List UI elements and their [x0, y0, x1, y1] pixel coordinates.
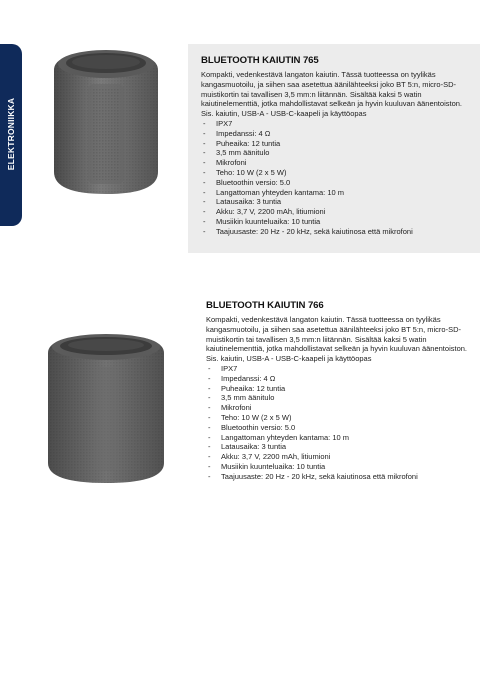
section-tab — [0, 44, 22, 226]
spec-list — [201, 119, 472, 237]
product-title: BLUETOOTH KAIUTIN 766 — [206, 300, 324, 311]
spec-item: - Puheaika: 12 tuntia — [201, 139, 472, 149]
spec-item: - Mikrofoni — [206, 403, 472, 413]
spec-item: - Taajuusaste: 20 Hz - 20 kHz, sekä kaiutinosa että mikrofoni — [206, 472, 472, 482]
section-label: ELEKTRONIIKKA — [6, 97, 16, 171]
speaker-766-illustration — [44, 329, 168, 487]
spec-item: - Langattoman yhteyden kantama: 10 m — [206, 433, 472, 443]
speaker-765-image — [48, 44, 164, 198]
spec-item: - Latausaika: 3 tuntia — [201, 197, 472, 207]
spec-item: - Bluetoothin versio: 5.0 — [206, 423, 472, 433]
spec-item: - Teho: 10 W (2 x 5 W) — [206, 413, 472, 423]
product-description: Kompakti, vedenkestävä langaton kaiutin. Tässä tuotteessa on tyylikäs kangasmuotoilu, ja siihen saa asetettua äänilähteeksi joko BT 5:n, micro-SD- muistikortin tai tavallisen 3,5 mm:n liitännän. Sisältää kaksi 5 watin kaiutinelementtiä, jotka mahdollistavat selkeän ja hyvin kuuluvan äänentoiston. Sis. kaiutin, USB-A - USB-C-kaapeli ja käyttöopas — [201, 70, 462, 119]
spec-item: - Puheaika: 12 tuntia — [206, 384, 472, 394]
speaker-765-illustration — [48, 44, 164, 198]
spec-item: - IPX7 — [206, 364, 472, 374]
spec-item: - Akku: 3,7 V, 2200 mAh, litiumioni — [206, 452, 472, 462]
spec-item: - Musiikin kuunteluaika: 10 tuntia — [206, 462, 472, 472]
spec-item: - 3,5 mm äänitulo — [206, 393, 472, 403]
spec-item: - Mikrofoni — [201, 158, 472, 168]
spec-item: - Impedanssi: 4 Ω — [201, 129, 472, 139]
spec-item: - 3,5 mm äänitulo — [201, 148, 472, 158]
spec-item: - Musiikin kuunteluaika: 10 tuntia — [201, 217, 472, 227]
product-description: Kompakti, vedenkestävä langaton kaiutin. Tässä tuotteessa on tyylikäs kangasmuotoilu, ja siihen saa asetettua äänilähteeksi joko BT 5:n, micro-SD- muistikortin tai tavallisen 3,5 mm:n liitännän. Sisältää kaksi 5 watin kaiutinelementtiä, jotka mahdollistavat selkeän ja hyvin kuuluvan äänentoiston. Sis. kaiutin, USB-A - USB-C-kaapeli ja käyttöopas — [206, 315, 467, 364]
spec-item: - Bluetoothin versio: 5.0 — [201, 178, 472, 188]
spec-item: - IPX7 — [201, 119, 472, 129]
product-card-765 — [188, 44, 480, 253]
speaker-766-image — [44, 329, 168, 487]
product-card-766 — [198, 292, 480, 502]
product-title: BLUETOOTH KAIUTIN 765 — [201, 55, 319, 66]
spec-item: - Latausaika: 3 tuntia — [206, 442, 472, 452]
spec-item: - Impedanssi: 4 Ω — [206, 374, 472, 384]
spec-list — [206, 364, 472, 482]
spec-item: - Akku: 3,7 V, 2200 mAh, litiumioni — [201, 207, 472, 217]
spec-item: - Teho: 10 W (2 x 5 W) — [201, 168, 472, 178]
spec-item: - Taajuusaste: 20 Hz - 20 kHz, sekä kaiutinosa että mikrofoni — [201, 227, 472, 237]
spec-item: - Langattoman yhteyden kantama: 10 m — [201, 188, 472, 198]
